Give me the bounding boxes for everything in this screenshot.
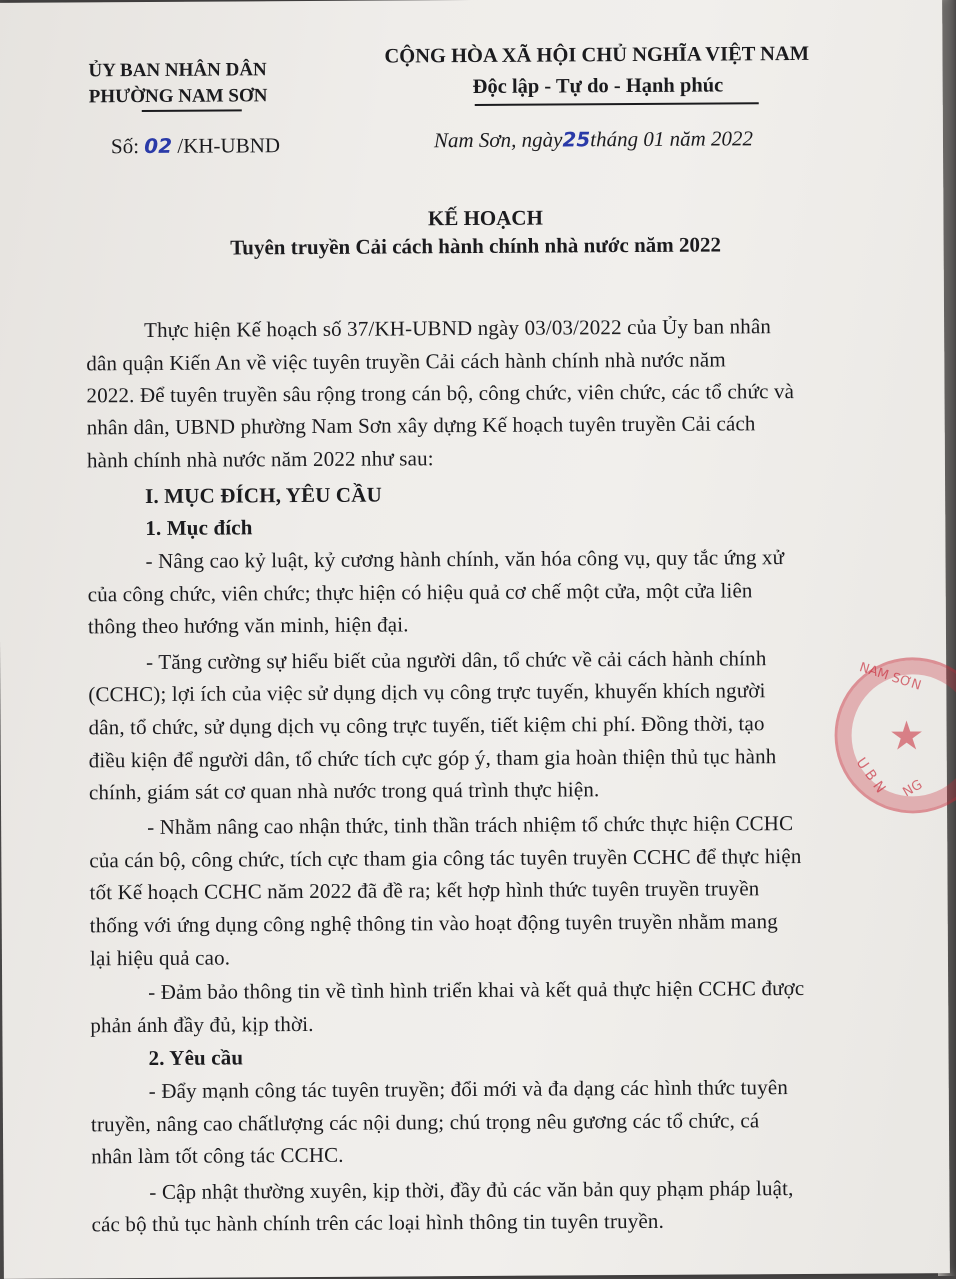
- doc-no-suffix: /KH-UBND: [177, 133, 281, 158]
- paragraph-line: - Nhằm nâng cao nhận thức, tinh thần trách nhiệm tổ chức thực hiện CCHC: [147, 811, 794, 839]
- subsection-heading-purpose: 1. Mục đích: [145, 515, 253, 540]
- org-name-line1: ỦY BAN NHÂN DÂN: [88, 59, 267, 82]
- stamp-text: NAM SƠN: [857, 660, 923, 694]
- paragraph-line: phản ánh đầy đủ, kịp thời.: [90, 1011, 314, 1038]
- intro-line: hành chính nhà nước năm 2022 như sau:: [86, 446, 434, 473]
- paragraph-line: thống với ứng dụng công nghệ thông tin vào hoạt động tuyên truyền nhằm mang: [89, 909, 778, 938]
- paragraph-line: của cán bộ, công chức, tích cực tham gia công tác tuyên truyền CCHC để thực hiện: [89, 843, 802, 873]
- doc-no-prefix: Số:: [110, 134, 140, 159]
- stamp-text: U B N: [852, 754, 889, 797]
- document-date: [434, 126, 753, 153]
- stamp-text: NG: [900, 777, 926, 801]
- stamp-star-icon: ★: [888, 713, 925, 759]
- paragraph-line: - Nâng cao kỷ luật, kỷ cương hành chính, văn hóa công vụ, quy tắc ứng xử: [145, 545, 785, 573]
- paragraph-line: chính, giám sát cơ quan nhà nước trong quá trình thực hiện.: [88, 777, 600, 805]
- section-heading: I. MỤC ĐÍCH, YÊU CẦU: [145, 482, 382, 508]
- date-day-handwritten: 25: [562, 127, 591, 152]
- paragraph-line: (CCHC); lợi ích của việc sử dụng dịch vụ công trực tuyến, khuyến khích người: [88, 678, 766, 707]
- paragraph-line: của công chức, viên chức; thực hiện có hiệu quả cơ chế một cửa, một cửa liên: [87, 578, 753, 607]
- paragraph-line: lại hiệu quả cao.: [89, 945, 231, 971]
- paragraph-line: điều kiện để người dân, tổ chức tích cực góp ý, tham gia hoàn thiện thủ tục hành: [88, 744, 777, 773]
- document-subtitle: Tuyên truyền Cải cách hành chính nhà nước năm 2022: [230, 232, 722, 260]
- org-name-line2: PHƯỜNG NAM SƠN: [88, 85, 268, 108]
- paragraph-line: truyền, nâng cao chấtlượng các nội dung; chú trọng nêu gương các tổ chức, cá: [90, 1108, 760, 1137]
- date-prefix: Nam Sơn, ngày: [433, 127, 563, 153]
- intro-line: nhân dân, UBND phường Nam Sơn xây dựng Kế hoạch tuyên truyền Cải cách: [86, 411, 756, 440]
- org-underline: [142, 109, 242, 111]
- doc-no-handwritten: 02: [144, 133, 173, 158]
- paragraph-line: các bộ thủ tục hành chính trên các loại hình thông tin tuyên truyền.: [91, 1208, 665, 1237]
- document-title: KẾ HOẠCH: [427, 205, 543, 231]
- intro-line: Thực hiện Kế hoạch số 37/KH-UBND ngày 03/03/2022 của Ủy ban nhân: [144, 314, 772, 343]
- paragraph-line: - Đảm bảo thông tin về tình hình triển khai và kết quả thực hiện CCHC được: [148, 975, 805, 1004]
- document-number: [111, 133, 280, 159]
- intro-line: 2022. Để tuyên truyền sâu rộng trong cán bộ, công chức, viên chức, các tổ chức và: [86, 379, 795, 408]
- date-suffix: tháng 01 năm 2022: [590, 126, 754, 152]
- subsection-heading-requirements: 2. Yêu cầu: [148, 1045, 244, 1070]
- nation-motto: Độc lập - Tự do - Hạnh phúc: [472, 74, 724, 98]
- paragraph-line: - Tăng cường sự hiểu biết của người dân, tổ chức về cải cách hành chính: [146, 646, 767, 674]
- paragraph-line: tốt Kế hoạch CCHC năm 2022 đã đề ra; kết hợp hình thức tuyên truyền truyền: [89, 876, 760, 905]
- intro-line: dân quận Kiến An về việc tuyên truyền Cải cách hành chính nhà nước năm: [86, 347, 726, 376]
- paragraph-line: nhân làm tốt công tác CCHC.: [91, 1142, 344, 1169]
- paragraph-line: - Cập nhật thường xuyên, kịp thời, đầy đủ các văn bản quy phạm pháp luật,: [149, 1176, 794, 1204]
- motto-underline: [475, 102, 759, 105]
- nation-name: CỘNG HÒA XÃ HỘI CHỦ NGHĨA VIỆT NAM: [384, 42, 810, 68]
- paragraph-line: - Đẩy mạnh công tác tuyên truyền; đổi mới và đa dạng các hình thức tuyên: [148, 1075, 789, 1103]
- paragraph-line: thông theo hướng văn minh, hiện đại.: [87, 612, 409, 639]
- paragraph-line: dân, tổ chức, sử dụng dịch vụ công trực tuyến, tiết kiệm chi phí. Đồng thời, tạo: [88, 711, 765, 740]
